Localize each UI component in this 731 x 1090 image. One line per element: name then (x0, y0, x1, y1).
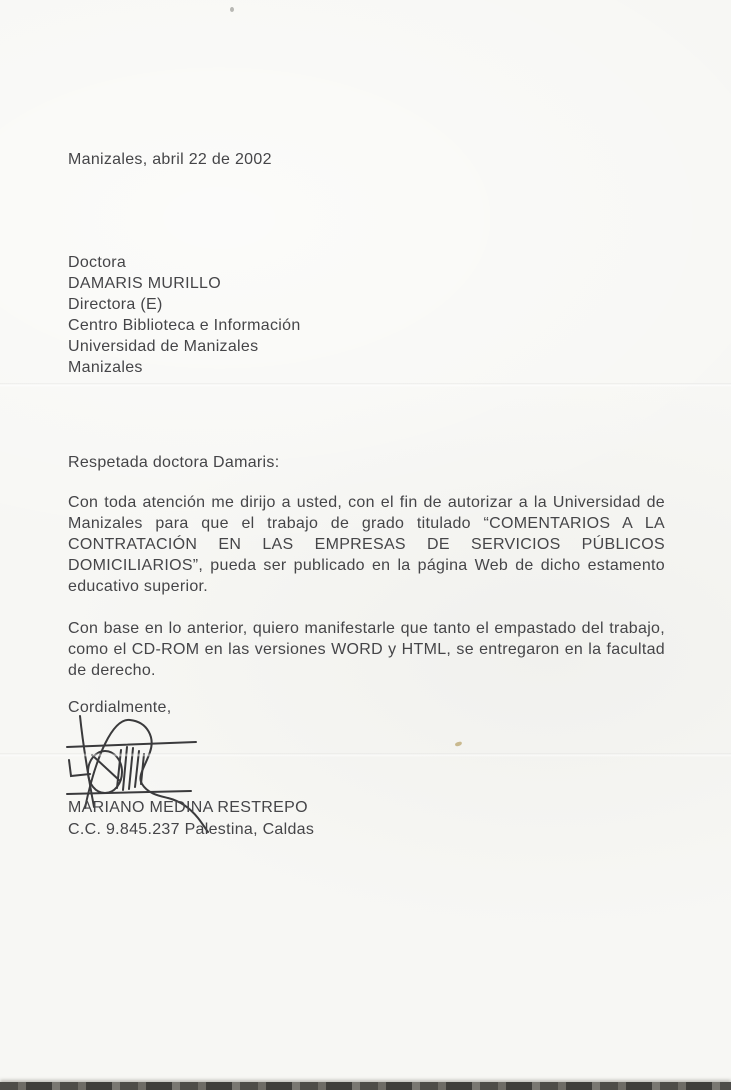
salutation: Respetada doctora Damaris: (68, 454, 280, 471)
paper-speck (455, 741, 463, 747)
fold-crease-upper (0, 383, 731, 387)
recipient-city: Manizales (68, 359, 143, 376)
recipient-department: Centro Biblioteca e Información (68, 317, 301, 334)
recipient-block (68, 252, 301, 378)
recipient-role: Directora (E) (68, 296, 163, 313)
body-paragraph-2: Con base en lo anterior, quiero manifestarle que tanto el empastado del trabajo, como el CD-ROM en las versiones WORD y HTML, se entregaron en la facultad de derecho. (68, 620, 665, 679)
body-paragraph-1: Con toda atención me dirijo a usted, con el fin de autorizar a la Universidad de Manizales para que el trabajo de grado titulado “COMENTARIOS A LA CONTRATACIÓN EN LAS EMPRESAS DE SERVICIOS PÚBLICOS DOMICILIARIOS”, pueda ser publicado en la página Web de dicho estamento educativo superior. (68, 494, 665, 595)
recipient-name: DAMARIS MURILLO (68, 275, 221, 292)
closing-phrase: Cordialmente, (68, 699, 172, 716)
recipient-title: Doctora (68, 254, 127, 271)
letter-date: Manizales, abril 22 de 2002 (68, 151, 272, 168)
recipient-institution: Universidad de Manizales (68, 338, 259, 355)
sender-id-line: C.C. 9.845.237 Palestina, Caldas (68, 821, 315, 838)
scan-bottom-edge (0, 1082, 731, 1090)
signature-block (68, 797, 314, 841)
sender-name: MARIANO MEDINA RESTREPO (68, 799, 308, 816)
paper-speck-top (230, 7, 234, 12)
